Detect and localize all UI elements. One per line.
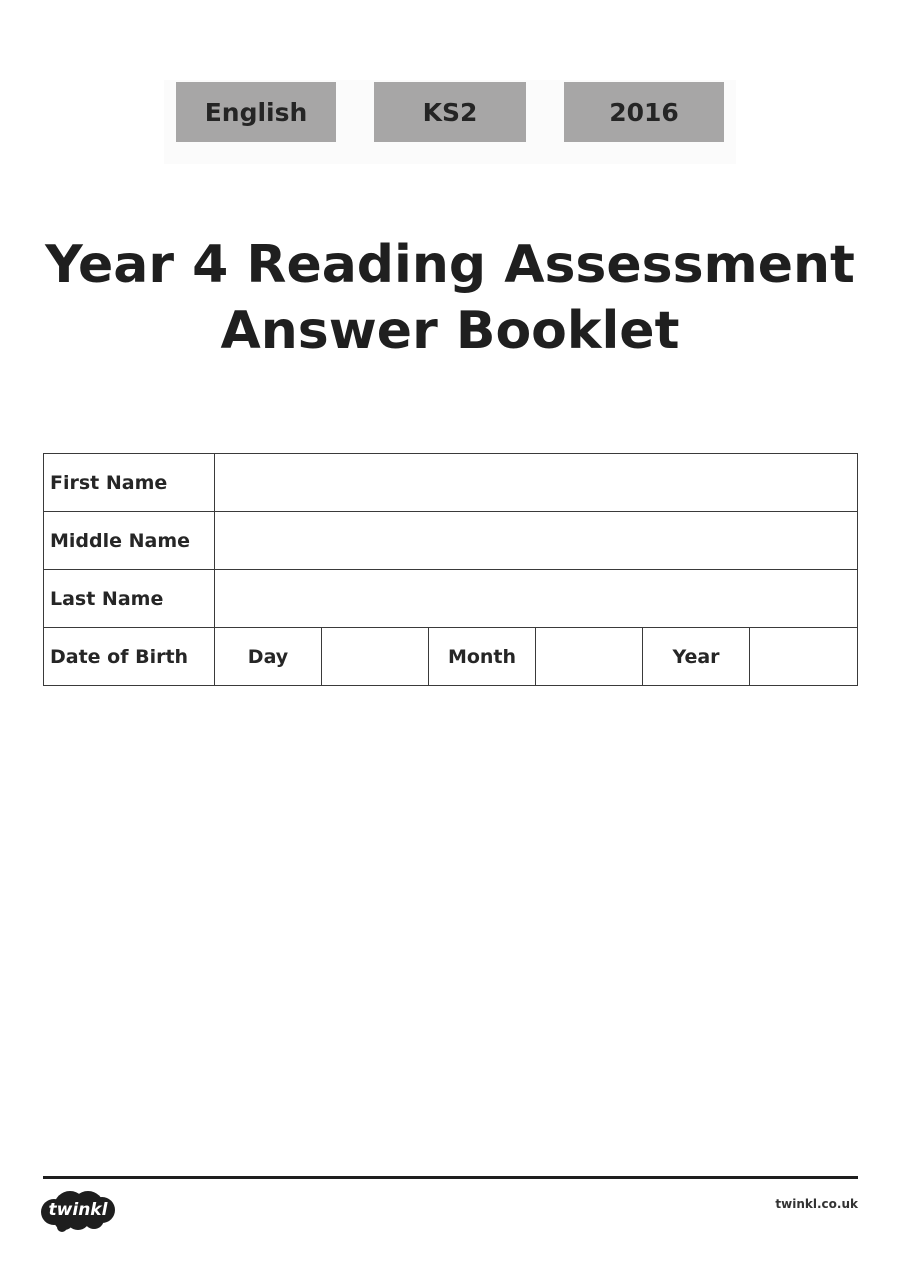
- year-field[interactable]: [750, 628, 858, 686]
- first-name-label: First Name: [44, 454, 215, 512]
- page-title: [0, 232, 900, 364]
- last-name-row: [44, 570, 858, 628]
- year-tag: 2016: [564, 82, 724, 142]
- year-label: Year: [643, 628, 750, 686]
- first-name-field[interactable]: [215, 454, 858, 512]
- date-of-birth-label: Date of Birth: [44, 628, 215, 686]
- day-label: Day: [215, 628, 322, 686]
- title-line-1: Year 4 Reading Assessment: [45, 235, 855, 295]
- footer-url: twinkl.co.uk: [775, 1197, 858, 1211]
- middle-name-field[interactable]: [215, 512, 858, 570]
- middle-name-row: [44, 512, 858, 570]
- month-field[interactable]: [536, 628, 643, 686]
- subject-tag: English: [176, 82, 336, 142]
- date-of-birth-row: [44, 628, 858, 686]
- last-name-label: Last Name: [44, 570, 215, 628]
- twinkl-logo-text: twinkl: [48, 1200, 108, 1220]
- middle-name-label: Middle Name: [44, 512, 215, 570]
- day-field[interactable]: [322, 628, 429, 686]
- key-stage-tag: KS2: [374, 82, 526, 142]
- last-name-field[interactable]: [215, 570, 858, 628]
- month-label: Month: [429, 628, 536, 686]
- first-name-row: [44, 454, 858, 512]
- pupil-details-table: [43, 453, 858, 686]
- footer-divider: [43, 1176, 858, 1179]
- title-line-2: Answer Booklet: [220, 301, 680, 361]
- twinkl-logo: [40, 1186, 116, 1232]
